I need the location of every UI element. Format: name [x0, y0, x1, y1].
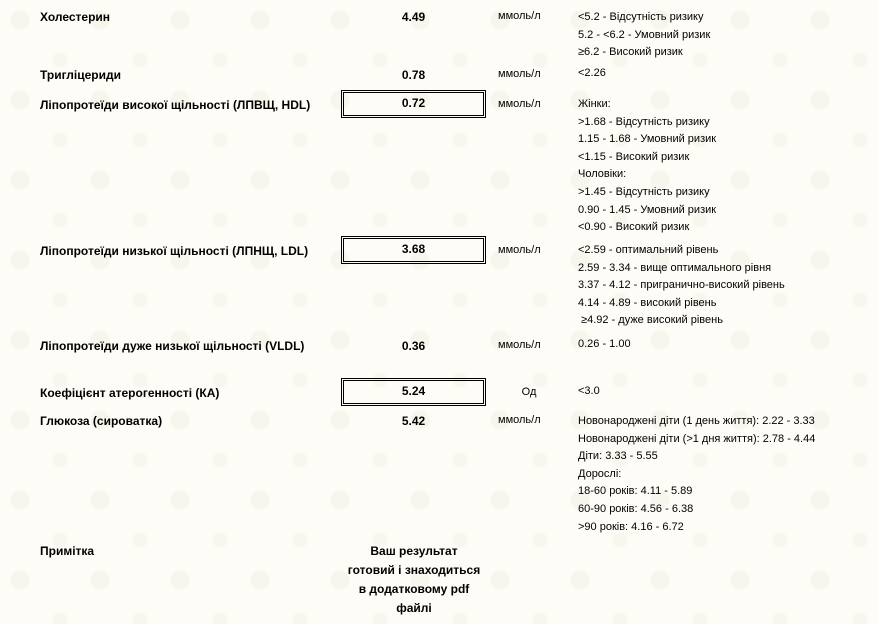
reference-line: Новонароджені діти (1 день життя): 2.22 - 3.33 — [578, 415, 815, 427]
reference-range — [578, 413, 878, 536]
reference-line: >1.68 - Відсутність ризику — [578, 115, 710, 128]
reference-range — [578, 65, 878, 83]
reference-line: <2.26 — [578, 67, 606, 79]
reference-line: Дорослі: — [578, 467, 622, 480]
reference-line: 60-90 років: 4.56 - 6.38 — [578, 502, 694, 515]
reference-line: ≥6.2 - Високий ризик — [578, 46, 683, 59]
test-value: 4.49 — [401, 10, 426, 24]
reference-line: Чоловіки: — [578, 168, 627, 181]
reference-line: <1.15 - Високий ризик — [578, 150, 690, 163]
reference-range — [578, 336, 878, 354]
reference-line: 3.37 - 4.12 - пригранично-високий рівень — [578, 279, 785, 292]
test-unit: ммоль/л — [498, 414, 541, 426]
test-unit: ммоль/л — [498, 244, 541, 256]
reference-line: 18-60 років: 4.11 - 5.89 — [578, 485, 693, 498]
reference-line: 2.59 - 3.34 - вище оптимального рівня — [578, 261, 772, 274]
reference-range — [578, 9, 878, 62]
reference-line: 0.90 - 1.45 - Умовний ризик — [578, 203, 717, 216]
test-unit: ммоль/л — [498, 98, 541, 110]
test-name: Глюкоза (сироватка) — [40, 414, 163, 428]
reference-line: Новонароджені діти (>1 дня життя): 2.78 - 4.44 — [578, 432, 816, 445]
test-unit: ммоль/л — [498, 339, 541, 351]
reference-line: 4.14 - 4.89 - високий рівень — [578, 296, 717, 309]
test-value: 0.36 — [401, 339, 426, 353]
reference-line: 1.15 - 1.68 - Умовний ризик — [578, 133, 717, 146]
reference-line: 0.26 - 1.00 — [578, 338, 631, 350]
test-unit: ммоль/л — [498, 68, 541, 80]
reference-line: <2.59 - оптимальний рівень — [578, 244, 719, 256]
test-unit: Од — [521, 386, 537, 398]
reference-range — [578, 383, 878, 401]
reference-range — [578, 242, 878, 330]
test-name: Коефіцієнт атерогенності (КА) — [40, 386, 220, 400]
note-text: Ваш результат готовий і знаходиться в додатковому pdf файлі — [347, 544, 481, 615]
test-name: Ліпопротеїди дуже низької щільності (VLDL) — [40, 339, 305, 353]
reference-line: <3.0 — [578, 385, 600, 397]
test-value-flagged: 0.72 — [341, 90, 486, 118]
test-value: 0.78 — [401, 68, 426, 82]
reference-line: Жінки: — [578, 98, 611, 110]
test-value: 5.42 — [401, 414, 426, 428]
reference-line: >90 років: 4.16 - 6.72 — [578, 520, 684, 533]
reference-line: >1.45 - Відсутність ризику — [578, 185, 710, 198]
test-name: Тригліцериди — [40, 68, 121, 82]
reference-line: 5.2 - <6.2 - Умовний ризик — [578, 28, 711, 41]
test-value-flagged: 3.68 — [341, 236, 486, 264]
test-unit: ммоль/л — [498, 10, 541, 22]
reference-line: <0.90 - Високий ризик — [578, 221, 690, 234]
test-name: Ліпопротеїди високої щільності (ЛПВЩ, HDL) — [40, 98, 311, 112]
reference-range — [578, 96, 878, 237]
reference-line: <5.2 - Відсутність ризику — [578, 11, 704, 23]
reference-line: Діти: 3.33 - 5.55 — [578, 450, 658, 463]
test-name: Холестерин — [40, 10, 111, 24]
note-label: Примітка — [40, 544, 95, 558]
test-name: Ліпопротеїди низької щільності (ЛПНЩ, LDL) — [40, 244, 309, 258]
reference-line: ≥4.92 - дуже високий рівень — [578, 314, 723, 327]
test-value-flagged: 5.24 — [341, 378, 486, 406]
